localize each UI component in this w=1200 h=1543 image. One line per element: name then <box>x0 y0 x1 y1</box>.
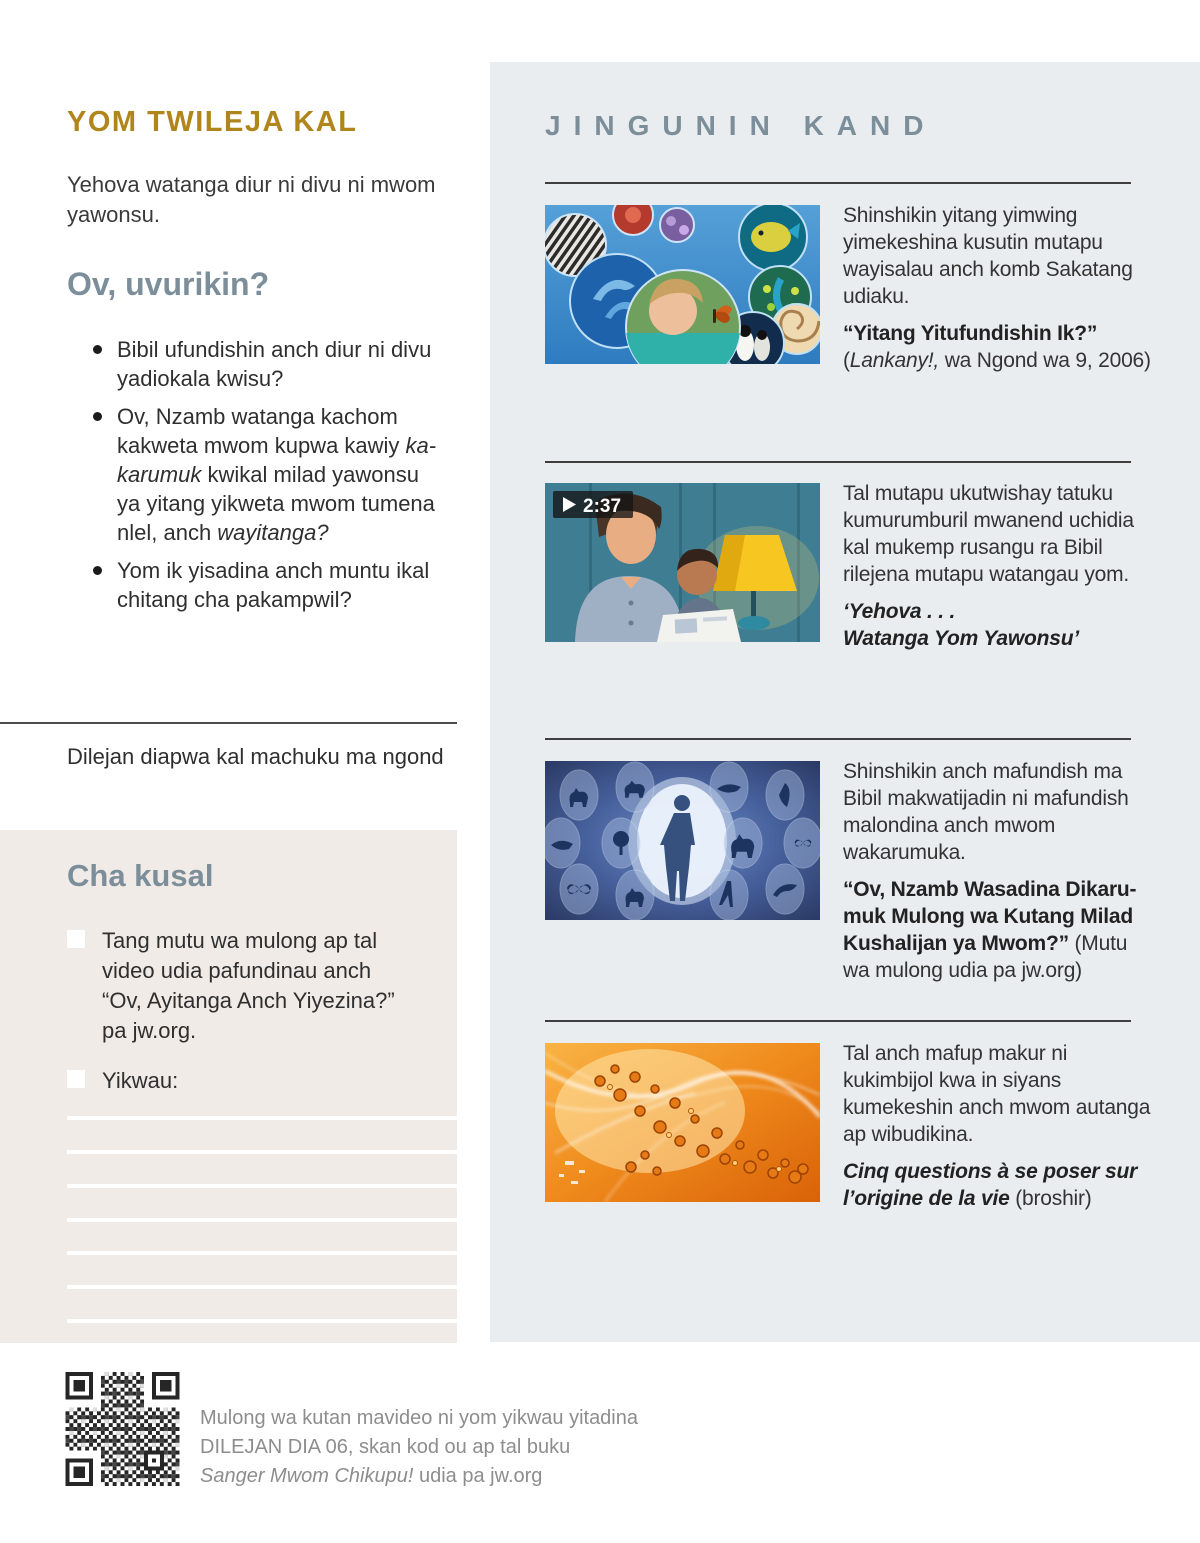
footer-line: Sanger Mwom Chikupu! udia pa jw.org <box>200 1465 543 1487</box>
section-paragraph: Tal mutapu ukutwishay tatuku kumurumburil mwanend uchidia kal mukemp rusangu ra Bibil rilejena mutapu watangau yom. <box>843 482 1134 586</box>
video-duration: 2:37 <box>583 496 622 517</box>
checkbox[interactable] <box>67 1070 85 1088</box>
section-paragraph: Shinshikin yitang yimwing yimekeshina kusutin mutapu wayisalau anch komb Sakatang udiaku. <box>843 204 1133 308</box>
section-divider <box>545 738 1131 740</box>
questions-heading: Ov, uvurikin? <box>67 266 270 302</box>
task-item <box>67 926 397 1046</box>
write-line <box>67 1251 457 1255</box>
list-item-text: Ov, Nzamb watanga kachom kakweta mwom kupwa kawiy <box>117 404 406 458</box>
list-item-text: Bibil ufundishin anch diur ni divu yadiokala kwisu? <box>117 337 432 391</box>
list-item: Ov, Nzamb watanga kachom kakweta mwom kupwa kawiy kakarumuk kwikal milad yawonsu ya yitang yikweta mwom tumena nlel, anch wayitanga? <box>90 402 445 547</box>
intro-text: Yehova watanga diur ni divu ni mwom yawonsu. <box>67 172 436 227</box>
note-text: Dilejan diapwa kal machuku ma ngond <box>67 744 444 769</box>
footer-line: DILEJAN DIA 06, skan kod ou ap tal buku <box>200 1436 571 1458</box>
media-section-text <box>843 758 1151 984</box>
write-line <box>67 1319 457 1323</box>
worksheet-heading: Cha kusal <box>67 858 214 893</box>
section-reference: ‘Yehova . . . Watanga Yom Yawonsu’ <box>843 600 1080 650</box>
footer-line: Mulong wa kutan mavideo ni yom yikwau yitadina <box>200 1407 638 1429</box>
section-paragraph: Shinshikin anch mafundish ma Bibil makwatijadin ni mafundish malondina anch mwom wakarumuka. <box>843 760 1129 864</box>
list-item <box>90 556 445 614</box>
media-section-text <box>843 1040 1151 1212</box>
worksheet-box <box>0 830 457 1343</box>
write-line <box>67 1184 457 1188</box>
dna-image <box>545 1043 820 1202</box>
task-item <box>67 1066 397 1096</box>
write-line <box>67 1218 457 1222</box>
question-list <box>90 335 445 623</box>
man-animals-image <box>545 761 820 920</box>
bullet-dot-icon <box>93 412 102 421</box>
qr-code <box>65 1372 180 1486</box>
video-duration-badge <box>553 491 633 518</box>
creation-bubbles-image <box>545 205 820 364</box>
media-section-text <box>843 480 1151 652</box>
list-item-text: Yom ik yisadina anch muntu ikal chitang cha pakampwil? <box>117 558 430 612</box>
task-text: Tang mutu wa mulong ap tal video udia pafundinau anch “Ov, Ayitanga Anch Yiyezina?” pa jw.org. <box>102 928 395 1043</box>
write-line <box>67 1150 457 1154</box>
page-title: YOM TWILEJA KAL <box>67 106 358 138</box>
section-reference: “Yitang Yitufundishin Ik?” (Lankany!, wa Ngond wa 9, 2006) <box>843 322 1151 372</box>
bullet-dot-icon <box>93 345 102 354</box>
bullet-dot-icon <box>93 566 102 575</box>
video-thumbnail[interactable] <box>545 483 820 642</box>
write-line <box>67 1285 457 1289</box>
checkbox[interactable] <box>67 930 85 948</box>
write-line <box>67 1116 457 1120</box>
section-reference: Cinq questions à se poser sur l’origine de la vie (broshir) <box>843 1160 1138 1210</box>
list-item <box>90 335 445 393</box>
section-reference: “Ov, Nzamb Wasadina Dikarumuk Mulong wa Kutang Milad Kushalijan ya Mwom?” (Mutu wa mulong udia pa jw.org) <box>843 878 1137 982</box>
section-divider <box>545 461 1131 463</box>
media-section-text <box>843 202 1151 374</box>
footer-note <box>200 1404 760 1491</box>
task-text: Yikwau: <box>102 1068 179 1093</box>
section-divider <box>545 1020 1131 1022</box>
section-divider <box>545 182 1131 184</box>
media-panel-heading: JINGUNIN KAND <box>545 110 937 141</box>
left-divider <box>0 722 457 724</box>
section-paragraph: Tal anch mafup makur ni kukimbijol kwa in siyans kumekeshin anch mwom autanga ap wibudikina. <box>843 1042 1151 1146</box>
